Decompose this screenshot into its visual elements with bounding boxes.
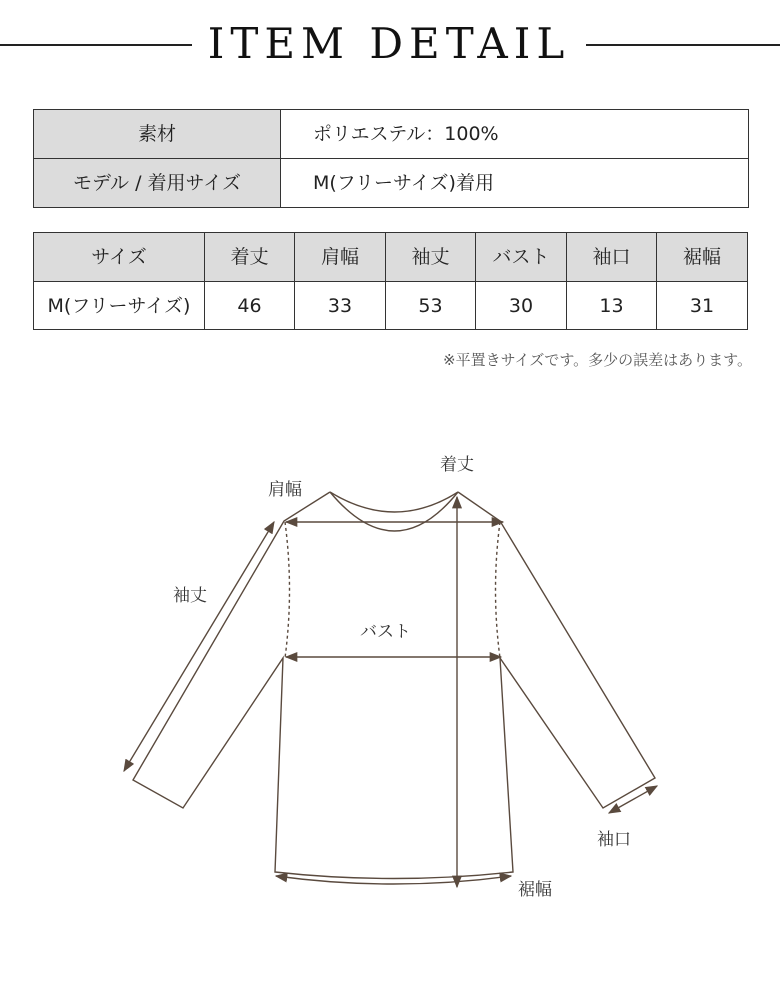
- garment-measurement-diagram: [0, 440, 780, 910]
- size-cell-hem: 31: [657, 282, 748, 330]
- spec-label-model: モデル / 着用サイズ: [34, 159, 281, 208]
- page-title: ITEM DETAIL: [207, 19, 571, 68]
- spec-row-material: [34, 110, 749, 159]
- title-rule-left: [0, 44, 192, 46]
- size-header-bust: バスト: [476, 233, 567, 282]
- size-header-sleeve: 袖丈: [386, 233, 476, 282]
- sleeve-arrow: [124, 522, 274, 771]
- spec-table: [33, 109, 749, 208]
- neckline-back: [330, 492, 458, 512]
- size-cell-shoulder: 33: [295, 282, 386, 330]
- title-row: [0, 14, 780, 74]
- size-header-cuff: 袖口: [567, 233, 657, 282]
- size-header-shoulder: 肩幅: [295, 233, 386, 282]
- size-header-length: 着丈: [205, 233, 295, 282]
- title-rule-right: [586, 44, 780, 46]
- spec-row-model: [34, 159, 749, 208]
- size-cell-length: 46: [205, 282, 295, 330]
- hem-arrow: [276, 876, 511, 884]
- spec-value-material: ポリエステル：100%: [281, 110, 749, 159]
- size-table-row: [34, 282, 748, 330]
- armhole-left: [285, 522, 290, 658]
- label-length: 着丈: [440, 455, 474, 475]
- label-cuff: 袖口: [597, 830, 631, 850]
- size-note: ※平置きサイズです。多少の誤差はあります。: [443, 351, 752, 369]
- size-table: [33, 232, 748, 330]
- label-bust: バスト: [360, 622, 411, 642]
- label-sleeve: 袖丈: [173, 586, 207, 606]
- spec-label-material: 素材: [34, 110, 281, 159]
- size-table-header: [34, 233, 748, 282]
- size-cell-size: M(フリーサイズ): [34, 282, 205, 330]
- size-header-size: サイズ: [34, 233, 205, 282]
- size-cell-bust: 30: [476, 282, 567, 330]
- spec-value-model: M(フリーサイズ)着用: [281, 159, 749, 208]
- measurement-arrows: [124, 497, 657, 887]
- garment-body: [133, 492, 655, 879]
- label-shoulder: 肩幅: [268, 480, 302, 500]
- label-hem: 裾幅: [518, 880, 552, 900]
- size-cell-sleeve: 53: [386, 282, 476, 330]
- size-cell-cuff: 13: [567, 282, 657, 330]
- armhole-right: [496, 522, 501, 658]
- garment-outline: [133, 492, 655, 879]
- size-header-hem: 裾幅: [657, 233, 748, 282]
